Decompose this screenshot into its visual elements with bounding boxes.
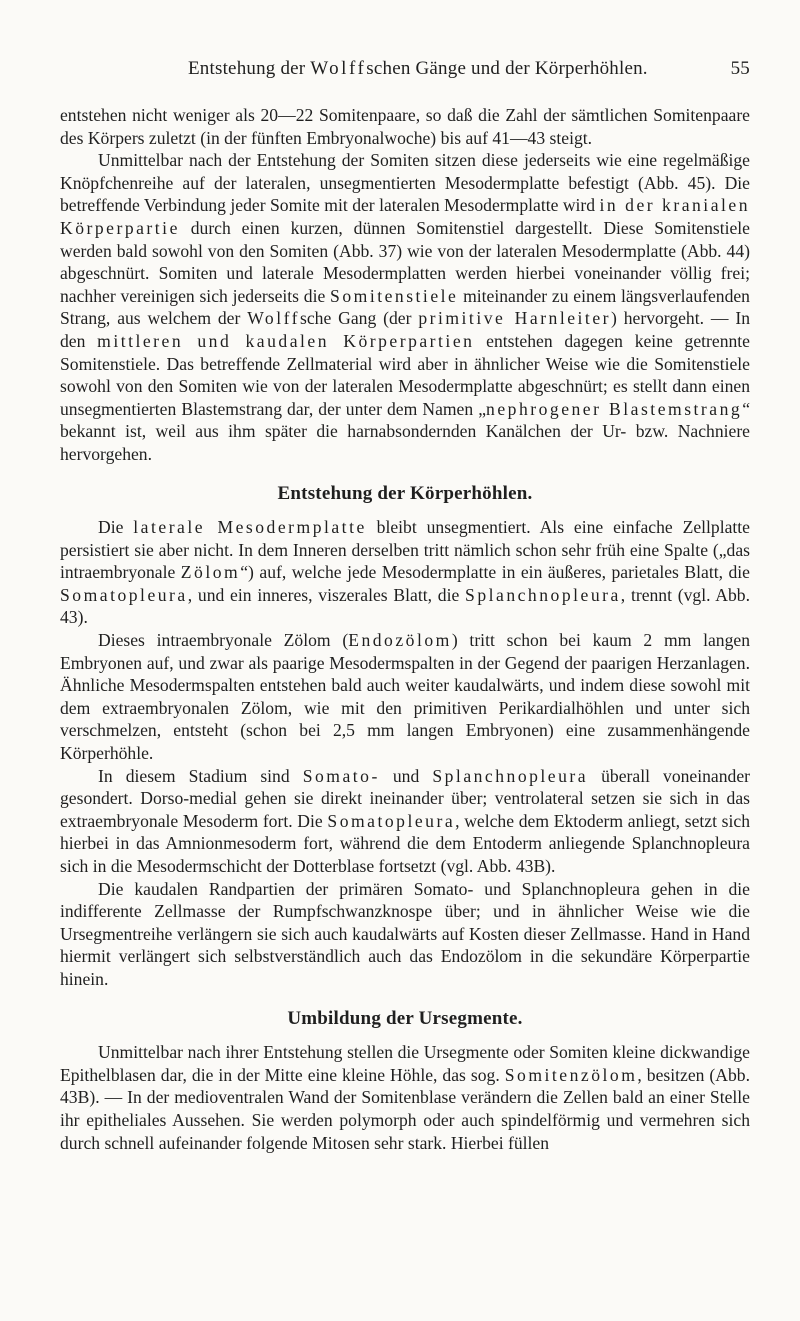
text-run: Unmittelbar nach der Entstehung der Somiten sitzen diese jederseits wie eine regelmäßige Knöpfchenreihe auf der lateralen, unsegmentierten Mesodermplatte befestigt (Abb. 45). Die betreffende Verbindung jeder Somite mit der lateralen Mesodermplatte wird [60, 150, 750, 216]
spaced-emphasis: Wolff [247, 308, 301, 329]
spaced-emphasis: Somato- [302, 765, 380, 786]
spaced-emphasis: in der kranialen Körperpartie [60, 195, 751, 238]
spaced-emphasis: Splanchnopleura [465, 584, 621, 605]
text-run: Die [98, 517, 134, 538]
text-run: Die kaudalen Randpartien der primären Somato- und Splanchnopleura gehen in die indifferente Zellmasse der Rumpfschwanzknospe über; und in ähnlicher Weise wie die Ursegmentreihe verlängern sie sich auch kaudalwärts auf Kosten dieser Zellmasse. Hand in Hand hiermit verlängert sich selbstverständlich auch das Endozölom in die sekundäre Körperpartie hinein. [60, 878, 750, 989]
paragraph [60, 149, 750, 465]
text-run: “ bekannt ist, weil aus ihm später die harnabsondernden Kanälchen der Ur- bzw. Nachniere hervorgehen. [60, 398, 751, 464]
paragraph [60, 516, 750, 629]
spaced-emphasis: Endozölom [348, 630, 452, 651]
paragraph [60, 629, 750, 765]
text-run: , welche dem Ektoderm anliegt, setzt sich hierbei in das Amnionmesoderm fort, während die dem Entoderm anliegende Splanchnopleura sich in die Mesodermschicht der Dotterblase fortsetzt (vgl. Abb. 43B). [60, 810, 750, 876]
paragraph [60, 878, 750, 991]
text-run: ) hervorgeht. — In den [60, 308, 750, 351]
running-head-title-spaced: Wolff [310, 58, 367, 79]
section-heading: Entstehung der Körperhöhlen. [277, 482, 533, 504]
text-run: Unmittelbar nach ihrer Entstehung stellen die Ursegmente oder Somiten kleine dickwandige Epithelblasen dar, die in der Mitte eine kleine Höhle, das sog. [60, 1042, 750, 1085]
spaced-emphasis: laterale Mesodermplatte [133, 517, 367, 538]
spaced-emphasis: Somatopleura [327, 810, 456, 831]
page-number: 55 [730, 58, 750, 79]
text-run: Dieses intraembryonale Zölom ( [98, 630, 349, 651]
running-head-title-post: schen Gänge und der Körperhöhlen. [366, 58, 648, 79]
text-run: ) tritt schon bei kaum 2 mm langen Embryonen auf, und zwar als paarige Mesodermspalten in der Gegend der paarigen Herzanlagen. Ähnliche Mesodermspalten entstehen bald auch weiter kaudalwärts, und indem diese sowohl mit dem extraembryonalen Zölom, wie mit den primitiven Perikardialhöhlen und unter sich verschmelzen, entsteht (schon bei 2,5 mm langen Embryonen) eine zusammenhängende Körperhöhle. [60, 630, 750, 764]
text-run: überall voneinander gesondert. Dorso-medial gehen sie direkt ineinander über; ventrolateral setzen sie sich in das extraembryonale Mesoderm fort. Die [60, 765, 750, 831]
text-run: , besitzen (Abb. 43B). — In der medioventralen Wand der Somitenblase verändern die Zellen bald an einer Stelle ihr epitheliales Aussehen. Sie werden polymorph oder auch spindelförmig und vermehren sich durch schnell aufeinander folgende Mitosen sehr stark. Hierbei füllen [60, 1064, 750, 1153]
text-run: In diesem Stadium sind [98, 765, 303, 786]
spaced-emphasis: nephrogener Blastemstrang [486, 398, 743, 419]
text-run: und [379, 765, 433, 786]
spaced-emphasis: Splanchnopleura [432, 765, 589, 786]
spaced-emphasis: Somitenstiele [330, 285, 459, 306]
text-run: entstehen dagegen keine getrennte Somitenstiele. Das betreffende Zellmaterial wird aber in ähnlicher Weise wie die Somitenstiele sowohl von den Somiten wie von der lateralen Mesodermplatte abgeschnürt; es stellt dann einen unsegmentierten Blastemstrang dar, der unter dem Namen „ [60, 330, 750, 419]
spaced-emphasis: primitive Harnleiter [418, 308, 611, 329]
paragraph [60, 765, 750, 878]
text-run: durch einen kurzen, dünnen Somitenstiel dargestellt. Diese Somitenstiele werden bald sowohl von den Somiten (Abb. 37) wie von der lateralen Mesodermplatte (Abb. 44) abgeschnürt. Somiten und laterale Mesodermplatten werden hierbei voneinander völlig frei; nachher vereinigen sich jederseits die [60, 217, 750, 306]
spaced-emphasis: Zölom [180, 562, 241, 583]
section-heading: Umbildung der Ursegmente. [287, 1007, 523, 1029]
text-run: sche Gang (der [300, 308, 419, 329]
paragraph [60, 1041, 750, 1154]
body-text [60, 104, 750, 1154]
text-run: entstehen nicht weniger als 20—22 Somitenpaare, so daß die Zahl der sämtlichen Somitenpaare des Körpers zuletzt (in der fünften Embryonalwoche) bis auf 41—43 steigt. [60, 105, 750, 148]
text-run: bleibt unsegmentiert. Als eine einfache Zellplatte persistiert sie aber nicht. In dem Inneren derselben tritt nämlich schon sehr früh eine Spalte („das intraembryonale [60, 517, 750, 583]
text-run: , und ein inneres, viszerales Blatt, die [187, 584, 466, 605]
text-run: , trennt (vgl. Abb. 43). [60, 584, 750, 628]
spaced-emphasis: Somitenzölom [504, 1064, 638, 1085]
text-run: “) auf, welche jede Mesodermplatte in ein äußeres, parietales Blatt, die [240, 562, 750, 583]
text-run: miteinander zu einem längsverlaufenden Strang, aus welchem der [60, 285, 750, 329]
running-head-title [188, 58, 648, 80]
spaced-emphasis: Somatopleura [60, 584, 188, 605]
spaced-emphasis: mittleren und kaudalen Körperpartien [97, 330, 475, 351]
running-head [60, 58, 750, 82]
running-head-title-pre: Entstehung der [188, 58, 311, 79]
paragraph [60, 104, 750, 149]
